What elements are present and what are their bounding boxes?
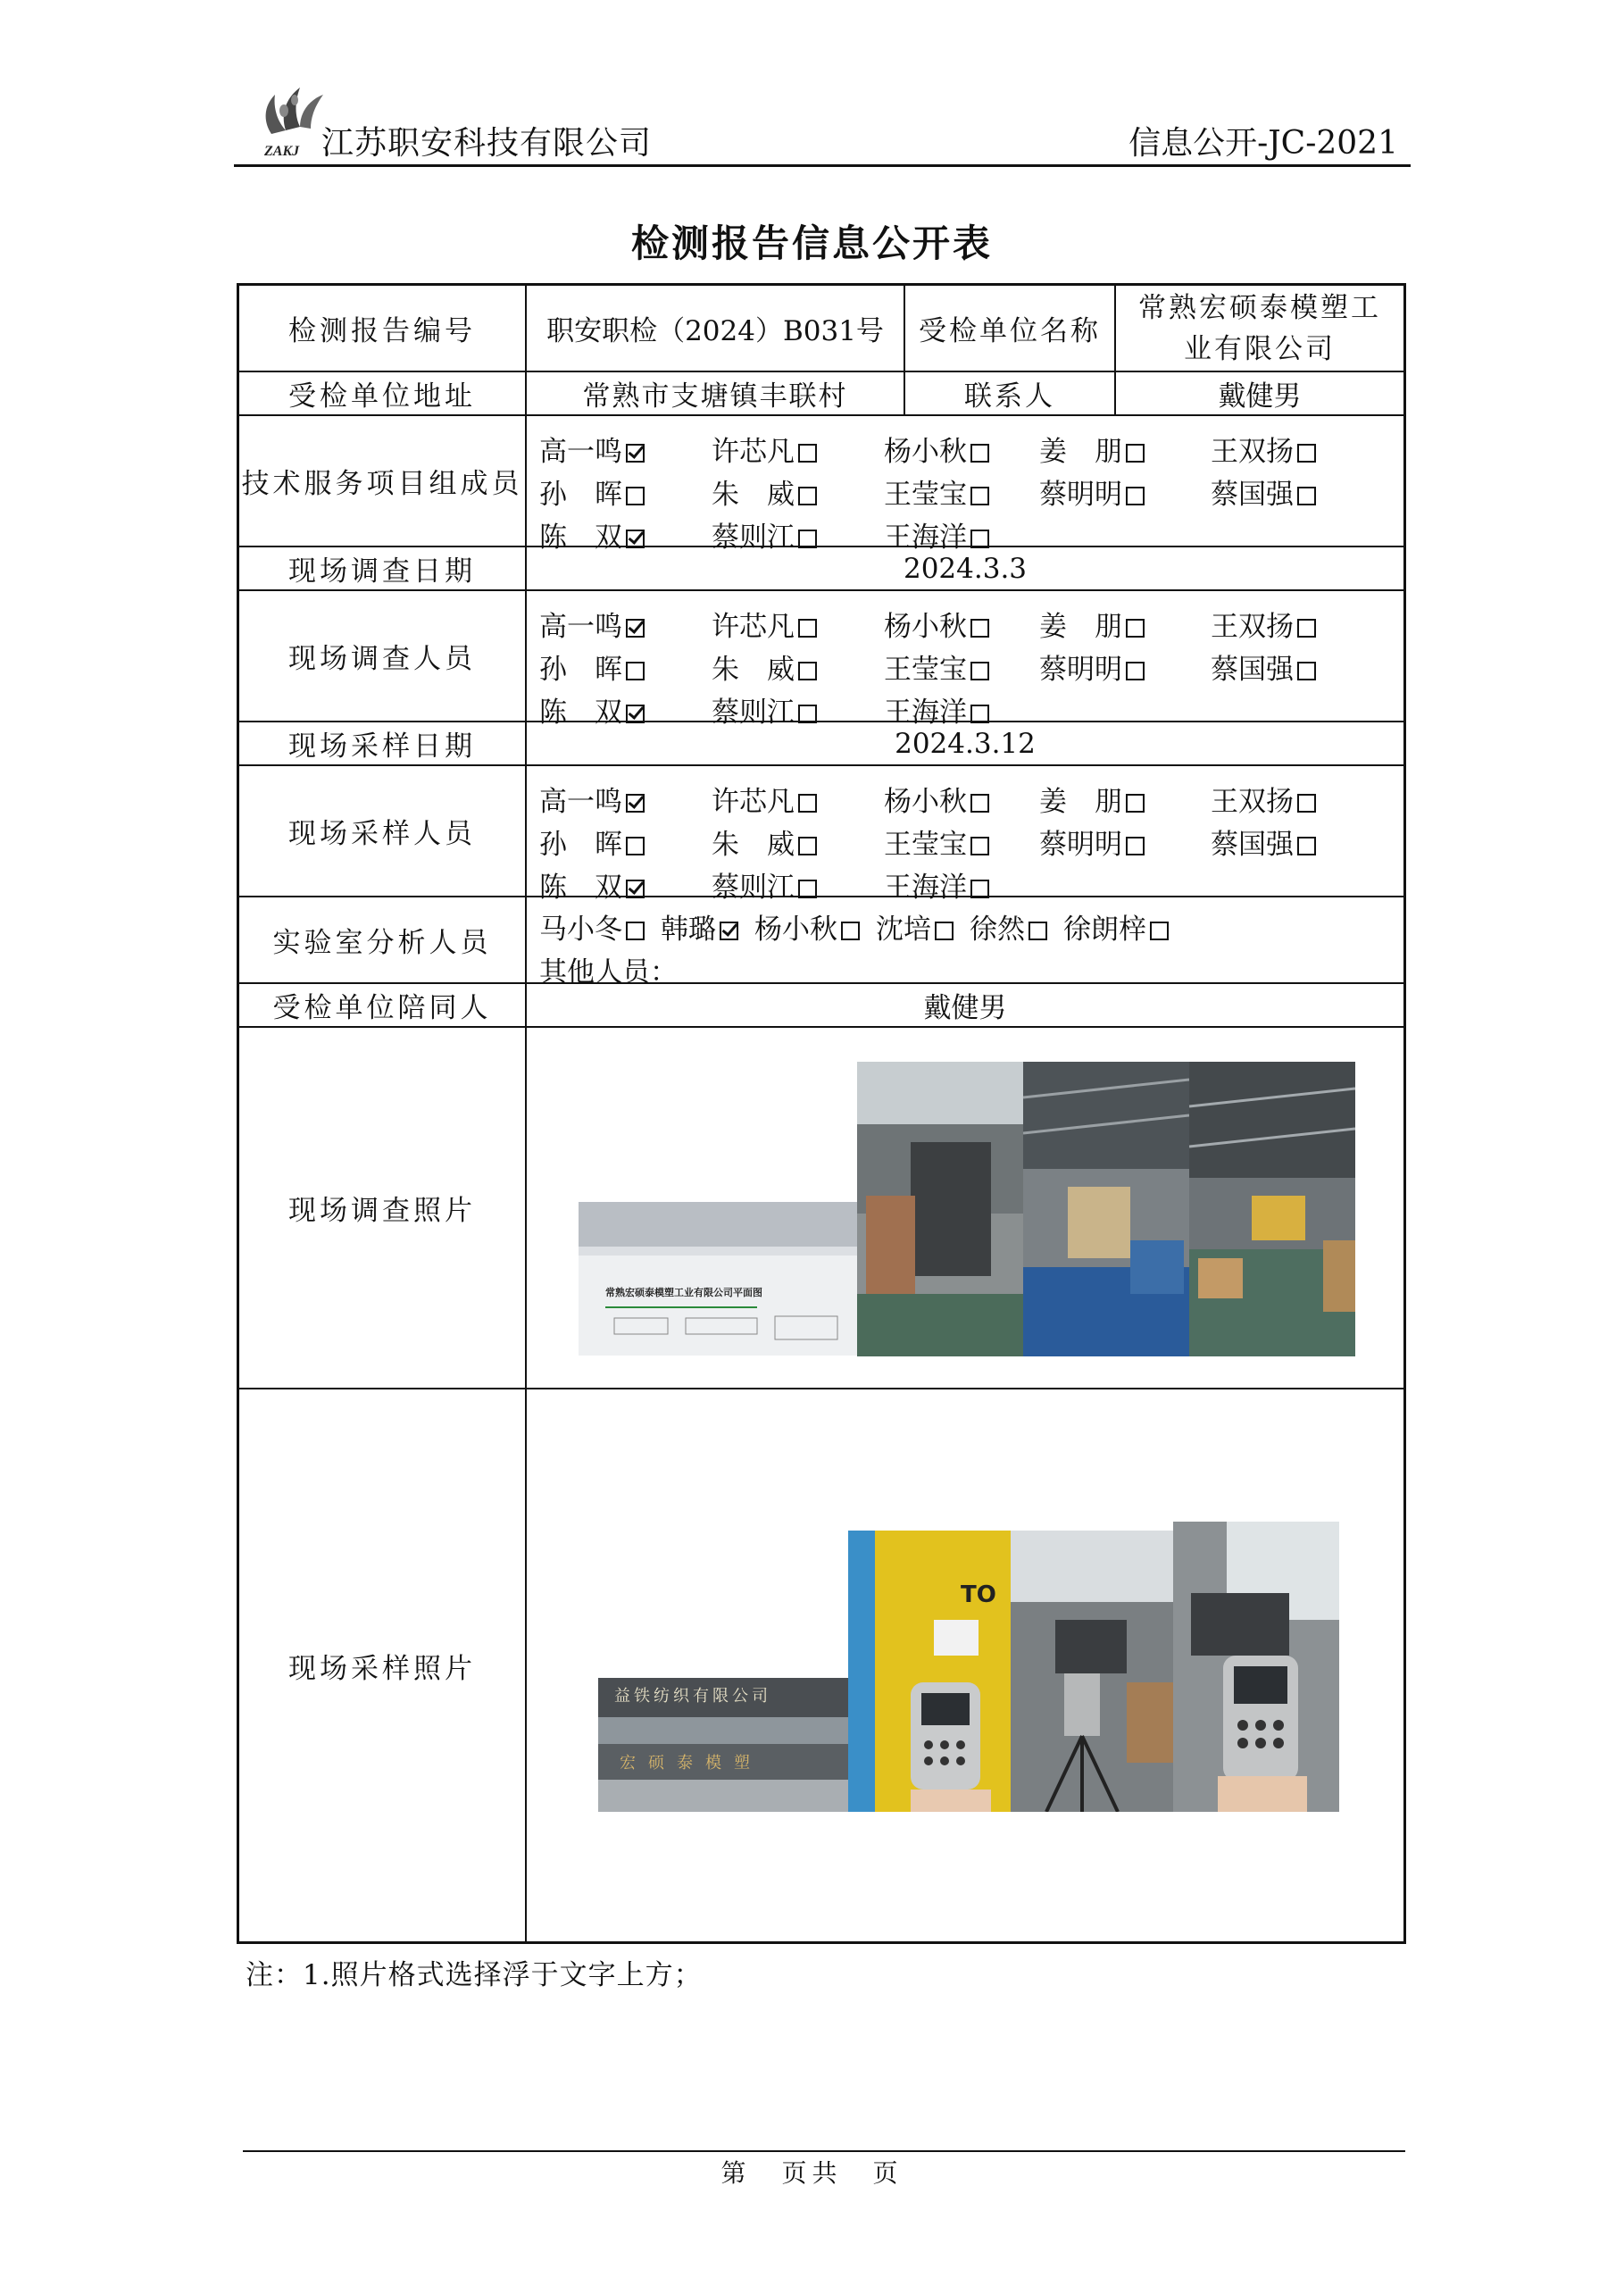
unchecked-checkbox-icon[interactable] <box>626 662 645 680</box>
lab-member-list <box>539 906 1403 949</box>
header-rule <box>234 164 1411 167</box>
unchecked-checkbox-icon[interactable] <box>798 662 817 680</box>
sampling-photo-tripod <box>1011 1531 1173 1812</box>
page-number: 第 页共 页 <box>720 2158 904 2188</box>
floorplan-caption: 常熟宏硕泰模塑工业有限公司平面图 <box>605 1287 762 1298</box>
member-name: 姜 朋 <box>1039 786 1122 818</box>
member-name: 高一鸣 <box>539 436 622 468</box>
lab-member-item <box>1063 914 1169 946</box>
member-item <box>1039 779 1145 819</box>
address-value: 常熟市支塘镇丰联村 <box>525 372 904 414</box>
unchecked-checkbox-icon[interactable] <box>1150 922 1169 940</box>
unchecked-checkbox-icon[interactable] <box>970 619 989 638</box>
member-item <box>539 604 645 644</box>
member-name: 杨小秋 <box>754 914 837 946</box>
unchecked-checkbox-icon[interactable] <box>1297 662 1316 680</box>
sampling-date-label: 现场采样日期 <box>288 730 476 763</box>
sampling-date-value: 2024.3.12 <box>525 722 1403 764</box>
member-row <box>527 598 1403 641</box>
contact-value: 戴健男 <box>1114 372 1403 414</box>
row-survey-staff <box>239 589 1403 729</box>
sign-top-text: 益铁纺织有限公司 <box>614 1687 771 1706</box>
unchecked-checkbox-icon[interactable] <box>1297 619 1316 638</box>
team-label: 技术服务项目组成员 <box>241 468 523 500</box>
checked-checkbox-icon[interactable] <box>626 619 645 638</box>
row-sampling-date <box>239 721 1403 764</box>
escort-value: 戴健男 <box>525 984 1403 1026</box>
sampling-photos-label: 现场采样照片 <box>288 1652 476 1685</box>
page-header <box>234 71 1411 164</box>
row-team <box>239 414 1403 554</box>
member-name: 王海洋 <box>884 872 967 904</box>
sampling-photo-meter-1 <box>848 1531 1011 1812</box>
member-name: 高一鸣 <box>539 611 622 643</box>
unchecked-checkbox-icon[interactable] <box>1297 837 1316 855</box>
unchecked-checkbox-icon[interactable] <box>1297 794 1316 813</box>
survey-photo-strip <box>525 1028 1403 1388</box>
row-sampling-staff <box>239 764 1403 904</box>
unchecked-checkbox-icon[interactable] <box>935 922 954 940</box>
member-item <box>1211 429 1316 469</box>
unchecked-checkbox-icon[interactable] <box>626 487 645 505</box>
survey-photo-machine <box>857 1062 1023 1356</box>
member-name: 王莹宝 <box>884 479 967 511</box>
member-item <box>1211 604 1316 644</box>
unchecked-checkbox-icon[interactable] <box>798 444 817 463</box>
sign-bottom-text: 宏硕泰模塑 <box>620 1754 762 1773</box>
member-item <box>712 604 817 644</box>
row-survey-photos <box>239 1026 1403 1388</box>
member-item <box>1039 604 1145 644</box>
member-item <box>1039 429 1145 469</box>
unchecked-checkbox-icon[interactable] <box>626 837 645 855</box>
note-text: 注：1.照片格式选择浮于文字上方； <box>246 1959 703 1991</box>
member-name: 蔡明明 <box>1039 829 1122 861</box>
lab-member-item <box>970 914 1047 946</box>
member-name: 王双扬 <box>1211 436 1294 468</box>
unchecked-checkbox-icon[interactable] <box>1126 837 1145 855</box>
member-name: 许芯凡 <box>712 436 795 468</box>
member-item <box>1211 647 1316 687</box>
member-name: 王莹宝 <box>884 829 967 861</box>
unit-name-label: 受检单位名称 <box>904 286 1114 371</box>
member-row <box>527 641 1403 684</box>
member-name: 朱 威 <box>712 654 795 686</box>
member-item <box>539 429 645 469</box>
member-item <box>884 471 989 512</box>
member-name: 蔡则江 <box>712 521 795 554</box>
member-name: 王海洋 <box>884 697 967 729</box>
checked-checkbox-icon[interactable] <box>626 444 645 463</box>
checked-checkbox-icon[interactable] <box>720 922 738 940</box>
sampling-staff-label: 现场采样人员 <box>288 818 476 850</box>
unchecked-checkbox-icon[interactable] <box>970 794 989 813</box>
survey-staff-label: 现场调查人员 <box>288 643 476 675</box>
member-name: 陈 双 <box>539 521 622 554</box>
unit-name-value: 常熟宏硕泰模塑工业有限公司 <box>1114 286 1403 371</box>
member-item <box>539 779 645 819</box>
unchecked-checkbox-icon[interactable] <box>970 444 989 463</box>
member-name: 徐然 <box>970 914 1025 946</box>
member-name: 朱 威 <box>712 479 795 511</box>
member-item <box>884 647 989 687</box>
survey-staff-list <box>525 591 1403 729</box>
member-name: 杨小秋 <box>884 436 967 468</box>
page-title: 检测报告信息公开表 <box>630 221 993 265</box>
lab-others: 其他人员： <box>539 956 678 989</box>
unchecked-checkbox-icon[interactable] <box>970 662 989 680</box>
member-name: 高一鸣 <box>539 786 622 818</box>
machine-label-text: TO <box>961 1581 996 1608</box>
member-item <box>539 471 645 512</box>
member-name: 王双扬 <box>1211 786 1294 818</box>
row-sampling-photos <box>239 1388 1403 1941</box>
unchecked-checkbox-icon[interactable] <box>1126 662 1145 680</box>
member-item <box>1211 471 1316 512</box>
member-name: 蔡则江 <box>712 697 795 729</box>
member-item <box>884 604 989 644</box>
unchecked-checkbox-icon[interactable] <box>798 487 817 505</box>
member-name: 王双扬 <box>1211 611 1294 643</box>
sampling-staff-list <box>525 766 1403 904</box>
member-name: 徐朗梓 <box>1063 914 1146 946</box>
member-name: 孙 晖 <box>539 829 622 861</box>
report-no-label: 检测报告编号 <box>288 315 476 347</box>
member-item <box>712 779 817 819</box>
member-name: 许芯凡 <box>712 611 795 643</box>
member-row <box>527 423 1403 466</box>
member-item <box>884 429 989 469</box>
row-lab <box>239 896 1403 989</box>
member-name: 许芯凡 <box>712 786 795 818</box>
member-name: 蔡明明 <box>1039 479 1122 511</box>
unchecked-checkbox-icon[interactable] <box>798 837 817 855</box>
member-item <box>712 647 817 687</box>
member-name: 韩璐 <box>661 914 716 946</box>
member-name: 蔡明明 <box>1039 654 1122 686</box>
survey-photo-floorplan <box>579 1202 857 1356</box>
lab-label: 实验室分析人员 <box>272 927 492 959</box>
member-name: 蔡国强 <box>1211 654 1294 686</box>
report-no-value: 职安职检（2024）B031号 <box>525 286 904 371</box>
address-label: 受检单位地址 <box>288 380 476 413</box>
member-name: 朱 威 <box>712 829 795 861</box>
contact-label: 联系人 <box>904 372 1114 414</box>
member-name: 蔡国强 <box>1211 829 1294 861</box>
member-name: 蔡则江 <box>712 872 795 904</box>
member-name: 沈培 <box>876 914 931 946</box>
info-table <box>237 283 1406 1944</box>
document-code: 信息公开-JC-2021 <box>1128 125 1398 162</box>
member-item <box>539 822 645 862</box>
survey-photo-workshop-1 <box>1023 1062 1189 1356</box>
member-item <box>712 471 817 512</box>
company-name: 江苏职安科技有限公司 <box>321 125 653 162</box>
member-name: 陈 双 <box>539 697 622 729</box>
logo-text: ZAKJ <box>264 144 300 159</box>
member-name: 陈 双 <box>539 872 622 904</box>
survey-date-value: 2024.3.3 <box>525 547 1403 589</box>
member-item <box>884 822 989 862</box>
unchecked-checkbox-icon[interactable] <box>970 837 989 855</box>
escort-label: 受检单位陪同人 <box>272 992 492 1024</box>
member-item <box>1039 822 1145 862</box>
unchecked-checkbox-icon[interactable] <box>626 922 645 940</box>
member-name: 王莹宝 <box>884 654 967 686</box>
unchecked-checkbox-icon[interactable] <box>1126 794 1145 813</box>
member-name: 杨小秋 <box>884 786 967 818</box>
unchecked-checkbox-icon[interactable] <box>1126 444 1145 463</box>
sampling-photo-meter-2 <box>1173 1522 1339 1812</box>
unchecked-checkbox-icon[interactable] <box>1297 487 1316 505</box>
unchecked-checkbox-icon[interactable] <box>798 794 817 813</box>
member-item <box>539 647 645 687</box>
lab-staff <box>525 897 1403 989</box>
member-item <box>712 429 817 469</box>
unchecked-checkbox-icon[interactable] <box>970 487 989 505</box>
member-row <box>527 773 1403 816</box>
row-address <box>239 371 1403 414</box>
member-item <box>1039 471 1145 512</box>
footer-rule <box>243 2150 1405 2152</box>
row-escort <box>239 982 1403 1026</box>
unchecked-checkbox-icon[interactable] <box>798 619 817 638</box>
member-item <box>1211 822 1316 862</box>
row-report-no <box>239 286 1403 371</box>
member-name: 孙 晖 <box>539 479 622 511</box>
member-item <box>1039 647 1145 687</box>
unchecked-checkbox-icon[interactable] <box>841 922 860 940</box>
member-item <box>884 779 989 819</box>
survey-date-label: 现场调查日期 <box>288 555 476 588</box>
survey-photo-workshop-2 <box>1189 1062 1355 1356</box>
lab-member-item <box>661 914 738 946</box>
lab-member-item <box>754 914 860 946</box>
member-name: 杨小秋 <box>884 611 967 643</box>
company-logo <box>245 71 334 161</box>
unchecked-checkbox-icon[interactable] <box>1297 444 1316 463</box>
member-name: 马小冬 <box>539 914 622 946</box>
team-member-list <box>525 416 1403 554</box>
lab-member-item <box>539 914 645 946</box>
checked-checkbox-icon[interactable] <box>626 794 645 813</box>
unchecked-checkbox-icon[interactable] <box>1126 487 1145 505</box>
unchecked-checkbox-icon[interactable] <box>1126 619 1145 638</box>
lab-member-item <box>876 914 954 946</box>
member-name: 姜 朋 <box>1039 436 1122 468</box>
unchecked-checkbox-icon[interactable] <box>1029 922 1047 940</box>
sampling-photo-building <box>598 1678 848 1812</box>
member-name: 蔡国强 <box>1211 479 1294 511</box>
member-row <box>527 466 1403 509</box>
member-item <box>712 822 817 862</box>
survey-photos-label: 现场调查照片 <box>288 1195 476 1227</box>
row-survey-date <box>239 546 1403 589</box>
member-name: 王海洋 <box>884 521 967 554</box>
member-item <box>1211 779 1316 819</box>
member-name: 姜 朋 <box>1039 611 1122 643</box>
sampling-photo-strip <box>525 1389 1403 1941</box>
member-row <box>527 816 1403 859</box>
member-name: 孙 晖 <box>539 654 622 686</box>
